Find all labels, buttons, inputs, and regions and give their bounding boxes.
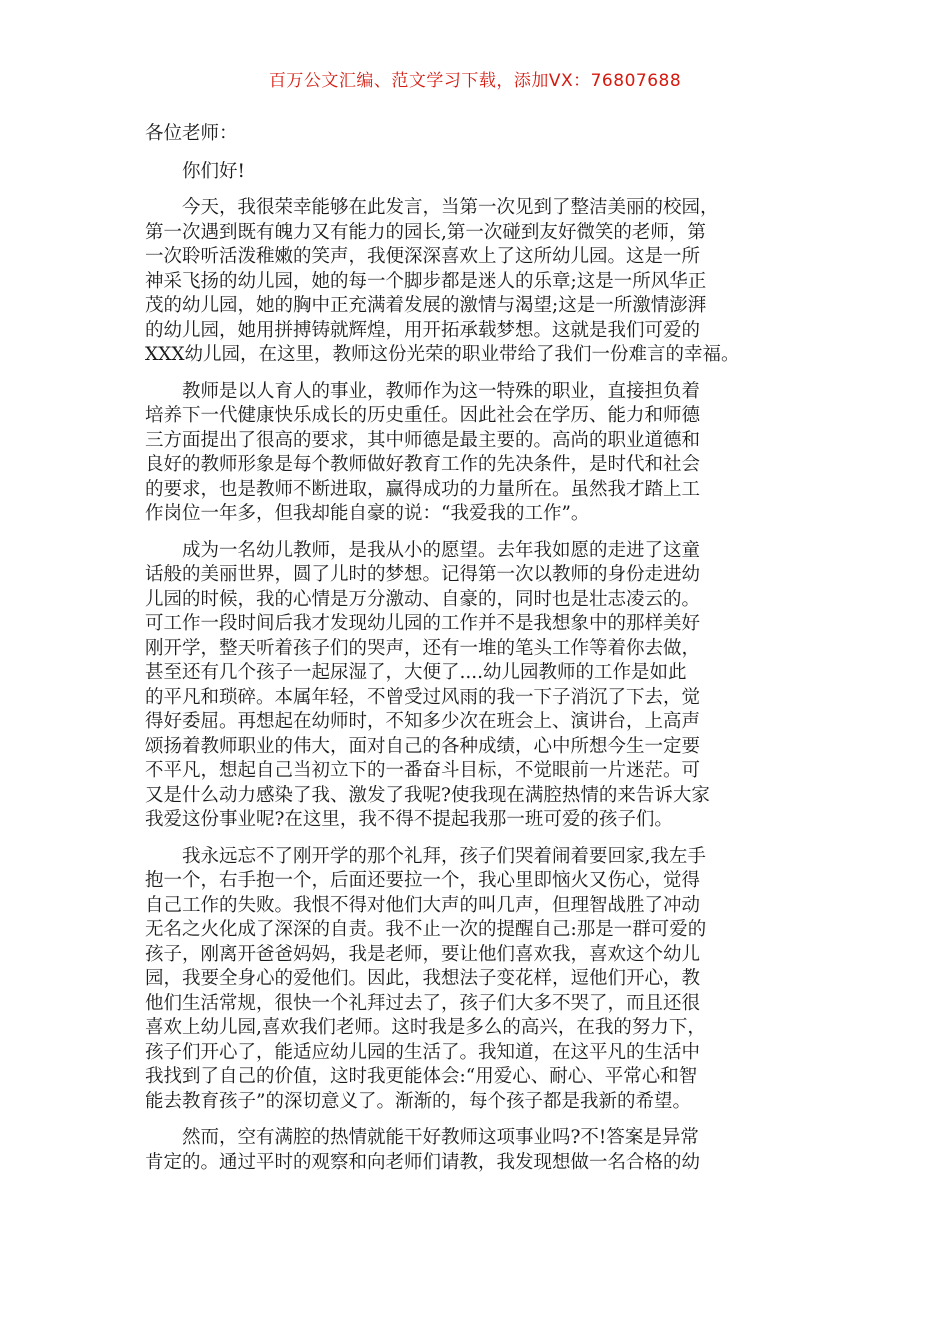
paragraph-line: 的要求，也是教师不断进取，赢得成功的力量所在。虽然我才踏上工 [145,478,701,500]
paragraph-line: 三方面提出了很高的要求，其中师德是最主要的。高尚的职业道德和 [145,429,701,451]
paragraph-line: 一次聆听活泼稚嫩的笑声，我便深深喜欢上了这所幼儿园。这是一所 [145,246,701,267]
paragraph-line: 今天，我很荣幸能够在此发言，当第一次见到了整洁美丽的校园， [182,197,719,218]
paragraph-line: 无名之火化成了深深的自责。我不止一次的提醒自己:那是一群可爱的 [145,919,707,940]
paragraph-line: 他们生活常规，很快一个礼拜过去了，孩子们大多不哭了，而且还很 [145,992,701,1014]
paragraph-line: 第一次遇到既有魄力又有能力的园长,第一次碰到友好微笑的老师，第 [145,221,706,243]
paragraph-line: 甚至还有几个孩子一起尿湿了，大便了....幼儿园教师的工作是如此 [145,662,687,683]
paragraph-line: 神采飞扬的幼儿园，她的每一个脚步都是迷人的乐章;这是一所风华正 [145,270,707,292]
paragraph [145,845,825,1115]
paragraph-line: 得好委屈。再想起在幼师时，不知多少次在班会上、演讲台，上高声 [145,711,701,732]
paragraph-line: 能去教育孩子”的深切意义了。渐渐的，每个孩子都是我新的希望。 [145,1090,691,1112]
header-banner: 百万公文汇编、范文学习下载，添加VX：76807688 [268,71,682,91]
paragraph-line: 然而，空有满腔的热情就能干好教师这项事业吗?不!答案是异常 [182,1127,699,1148]
paragraph-line: 儿园的时候，我的心情是万分激动、自豪的，同时也是壮志凌云的。 [145,588,701,610]
paragraph-line: 抱一个，右手抱一个，后面还要拉一个，我心里即恼火又伤心，觉得 [145,870,701,891]
paragraph-line: 肯定的。通过平时的观察和向老师们请教，我发现想做一名合格的幼 [145,1151,701,1173]
paragraph-line: 的平凡和琐碎。本属年轻，不曾受过风雨的我一下子消沉了下去，觉 [145,686,701,708]
paragraph [145,380,825,527]
paragraph-line: 刚开学，整天听着孩子们的哭声，还有一堆的笔头工作等着你去做， [145,637,701,659]
paragraph-line: 茂的幼儿园，她的胸中正充满着发展的激情与渴望;这是一所激情澎湃 [145,295,707,316]
paragraph [145,1126,825,1175]
paragraph-line: 孩子们开心了，能适应幼儿园的生活了。我知道，在这平凡的生活中 [145,1041,701,1063]
paragraph [145,539,825,833]
paragraph-line: 孩子，刚离开爸爸妈妈，我是老师，要让他们喜欢我，喜欢这个幼儿 [145,943,701,965]
paragraph-line: 的幼儿园，她用拼搏铸就辉煌，用开拓承载梦想。这就是我们可爱的 [145,319,701,341]
paragraph-line: 喜欢上幼儿园,喜欢我们老师。这时我是多么的高兴，在我的努力下， [145,1017,706,1038]
paragraph-line: 教师是以人育人的事业，教师作为这一特殊的职业，直接担负着 [182,380,701,402]
paragraph-line: 我永远忘不了刚开学的那个礼拜，孩子们哭着闹着要回家,我左手 [182,845,706,867]
paragraph-line: 良好的教师形象是每个教师做好教育工作的先决条件，是时代和社会 [145,454,701,475]
greeting: 你们好! [182,160,245,182]
paragraph-line: 培养下一代健康快乐成长的历史重任。因此社会在学历、能力和师德 [145,405,701,426]
paragraph-line: 自己工作的失败。我恨不得对他们大声的叫几声，但理智战胜了冲动 [145,894,701,916]
paragraph-line: XXX幼儿园，在这里，教师这份光荣的职业带给了我们一份难言的幸福。 [145,344,740,365]
paragraph-line: 成为一名幼儿教师，是我从小的愿望。去年我如愿的走进了这童 [182,539,701,561]
paragraph-line: 园，我要全身心的爱他们。因此，我想法子变花样，逗他们开心，教 [145,968,701,989]
paragraph [145,196,825,368]
paragraph-list [145,196,825,1175]
paragraph-line: 颂扬着教师职业的伟大，面对自己的各种成绩，心中所想今生一定要 [145,735,701,757]
paragraph-line: 作岗位一年多，但我却能自豪的说：“我爱我的工作”。 [145,503,590,524]
paragraph-line: 我爱这份事业呢?在这里，我不得不提起我那一班可爱的孩子们。 [145,809,673,830]
paragraph-line: 又是什么动力感染了我、激发了我呢?使我现在满腔热情的来告诉大家 [145,784,710,806]
paragraph-line: 话般的美丽世界，圆了儿时的梦想。记得第一次以教师的身份走进幼 [145,564,701,585]
paragraph-line: 可工作一段时间后我才发现幼儿园的工作并不是我想象中的那样美好 [145,613,701,634]
salutation: 各位老师： [145,123,238,144]
paragraph-line: 不平凡，想起自己当初立下的一番奋斗目标，不觉眼前一片迷茫。可 [145,760,701,781]
document-body [145,122,825,1187]
paragraph-line: 我找到了自己的价值，这时我更能体会:“用爱心、耐心、平常心和智 [145,1066,698,1087]
